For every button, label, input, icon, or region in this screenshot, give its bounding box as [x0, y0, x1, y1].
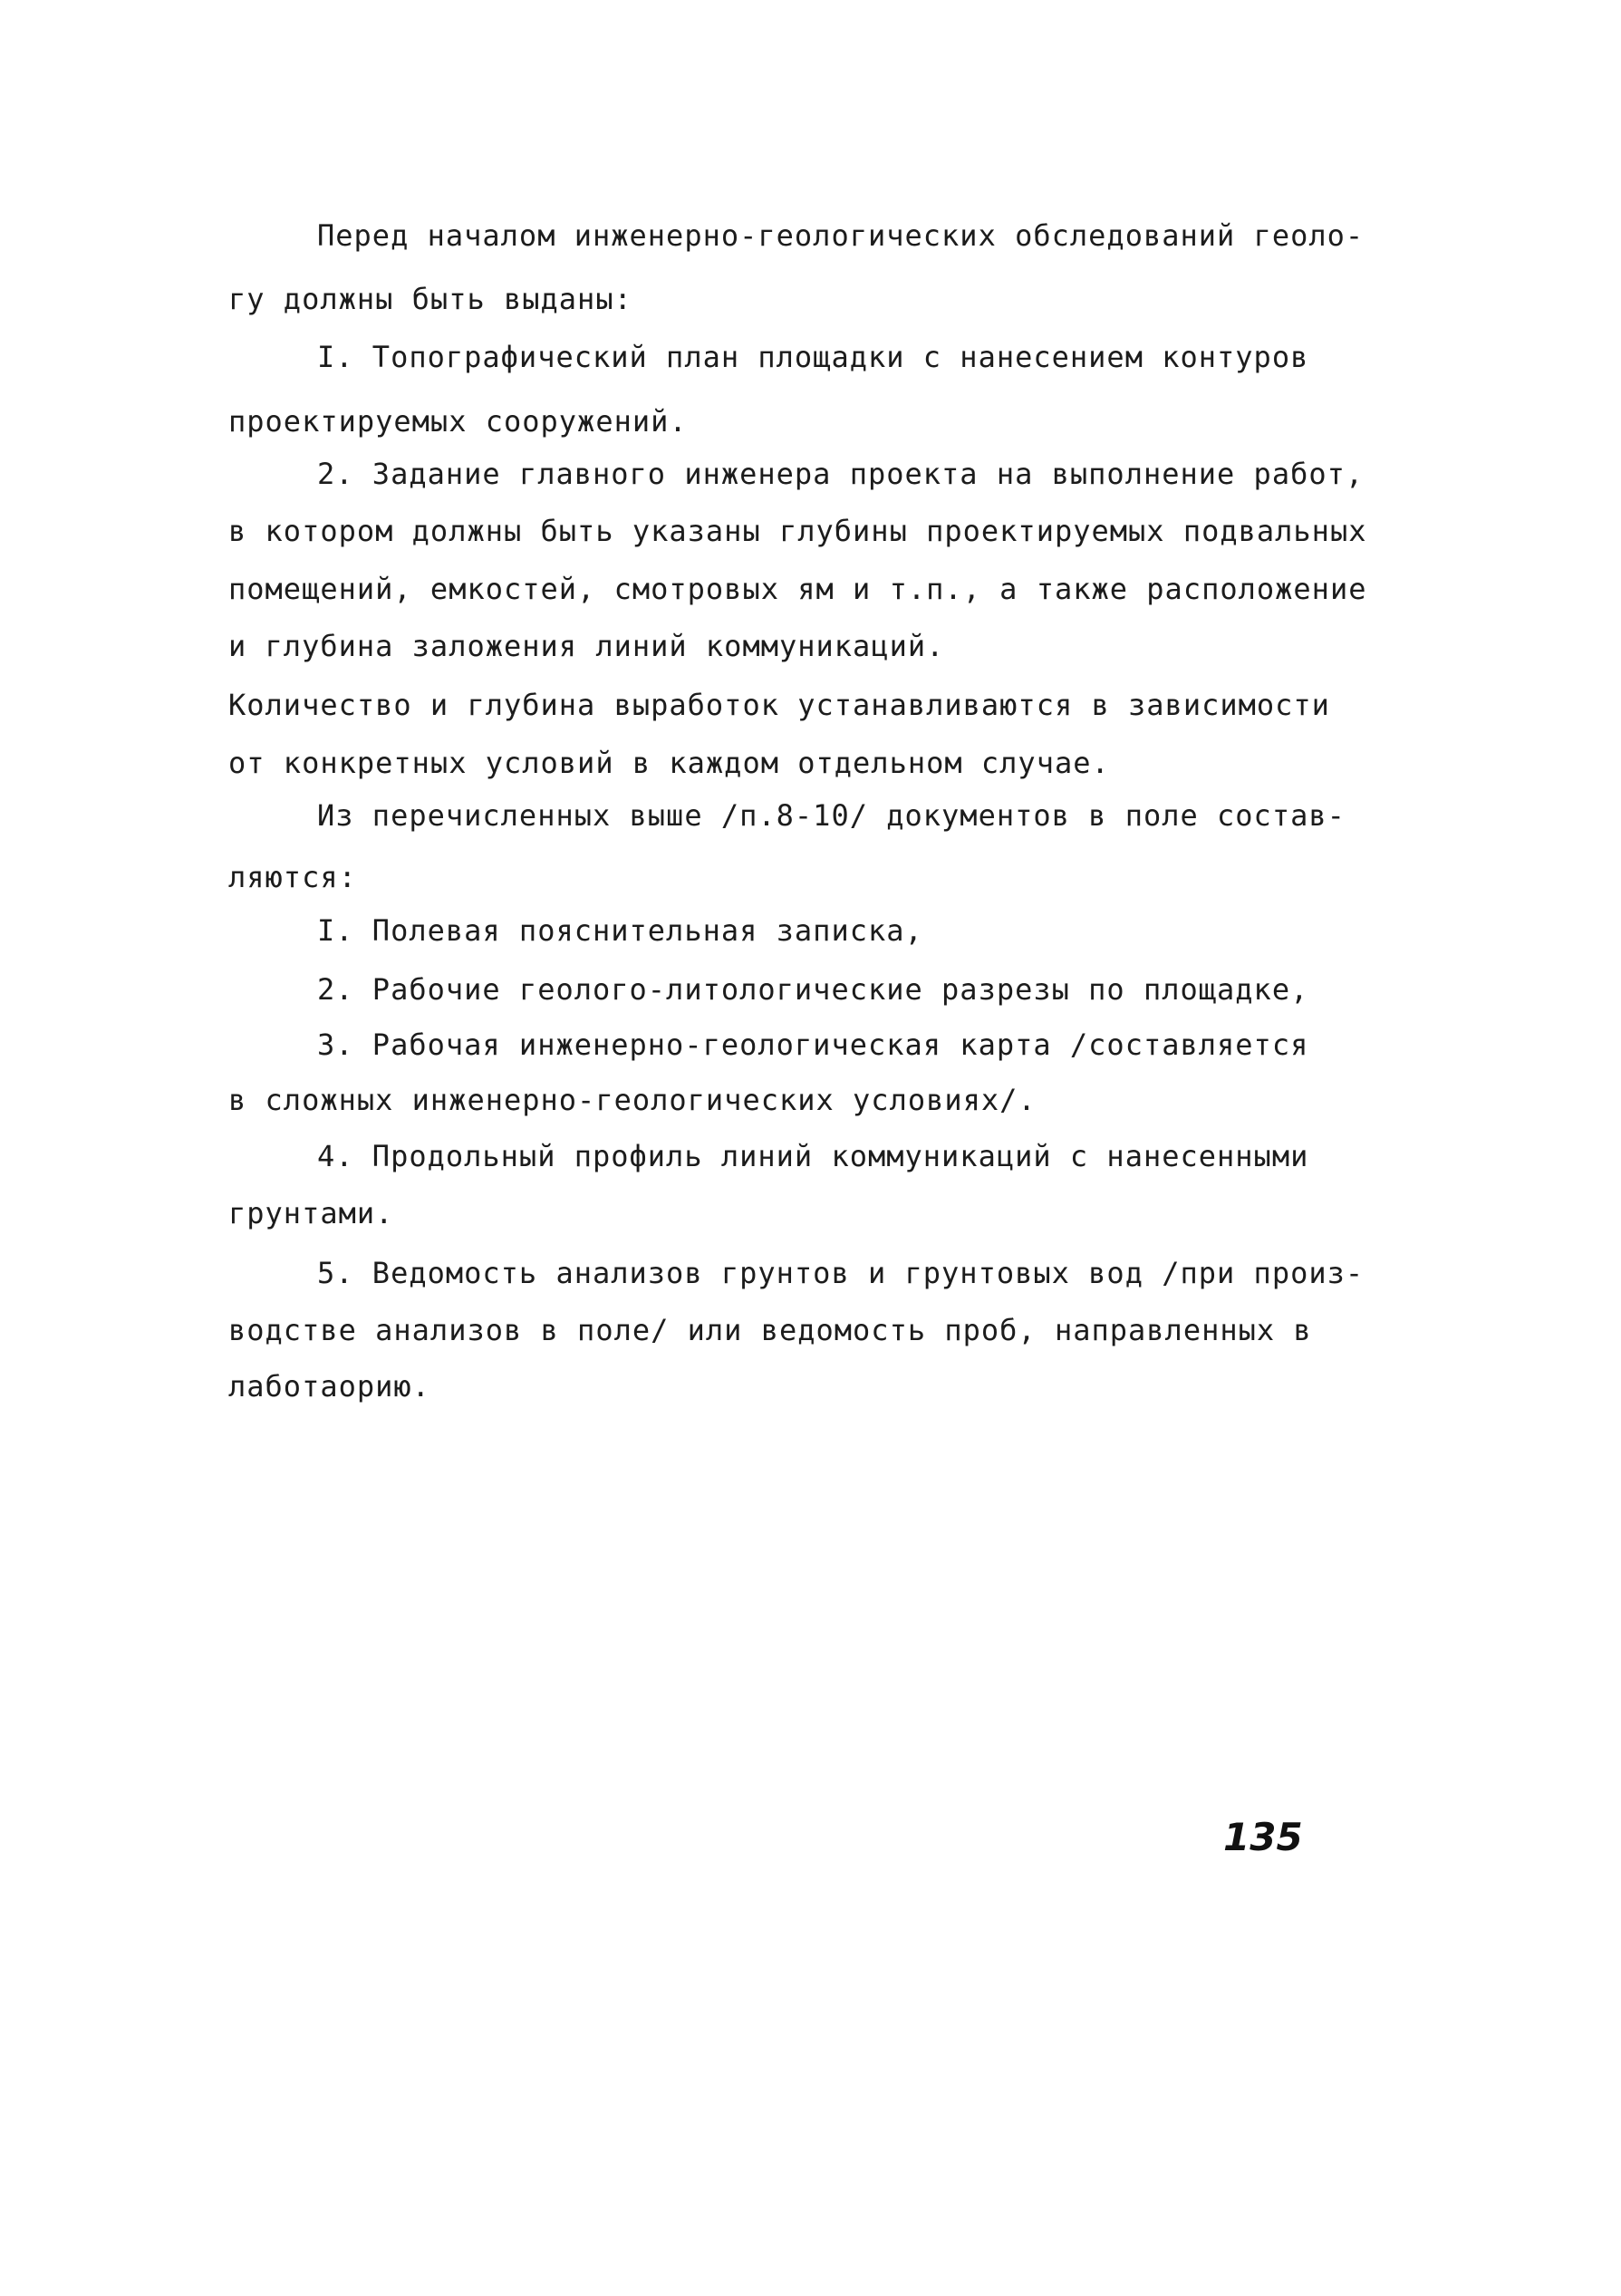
text-line: помещений, емкостей, смотровых ям и т.п., а также расположение [228, 572, 1367, 606]
page-number: 135 [1223, 1815, 1303, 1859]
text-line: Перед началом инженерно-геологических обследований геоло- [317, 218, 1365, 253]
text-line: ляются: [228, 860, 357, 894]
text-line: грунтами. [228, 1196, 394, 1230]
text-line: 2. Задание главного инженера проекта на выполнение работ, [317, 457, 1365, 491]
text-line: гу должны быть выданы: [228, 282, 632, 316]
text-line: 5. Ведомость анализов грунтов и грунтовых вод /при произ- [317, 1256, 1365, 1290]
text-line: в сложных инженерно-геологических условиях/. [228, 1083, 1037, 1117]
text-line: 3. Рабочая инженерно-геологическая карта /составляется [317, 1027, 1309, 1062]
text-line: от конкретных условий в каждом отдельном случае. [228, 746, 1110, 780]
text-line: и глубина заложения линий коммуникаций. [228, 629, 945, 663]
text-line: 4. Продольный профиль линий коммуникаций с нанесенными [317, 1139, 1309, 1173]
text-line: лаботаорию. [228, 1369, 430, 1404]
text-line: I. Топографический план площадки с нанесением контуров [317, 340, 1309, 374]
text-line: водстве анализов в поле/ или ведомость проб, направленных в [228, 1313, 1312, 1347]
text-line: в котором должны быть указаны глубины проектируемых подвальных [228, 514, 1367, 548]
text-line: Количество и глубина выработок устанавливаются в зависимости [228, 688, 1330, 722]
text-line: I. Полевая пояснительная записка, [317, 913, 923, 948]
text-line: проектируемых сооружений. [228, 404, 688, 439]
text-line: Из перечисленных выше /п.8-10/ документов в поле состав- [317, 798, 1346, 833]
text-line: 2. Рабочие геолого-литологические разрезы по площадке, [317, 972, 1309, 1007]
